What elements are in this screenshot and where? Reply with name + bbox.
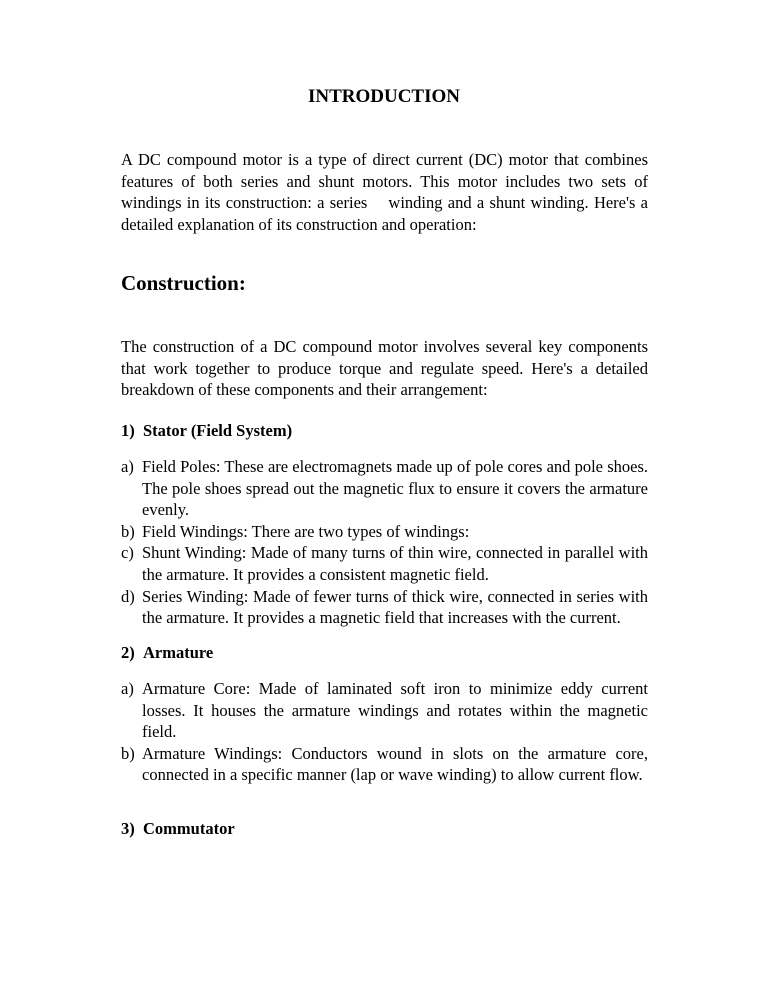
list-marker: a)	[121, 679, 134, 698]
list-marker: c)	[121, 543, 134, 563]
intro-text: A DC compound motor is a type of direct current (DC) motor that combines features of both series and shunt motors. This motor includes two sets of windings in its construction: a series winding and a shunt winding. Here's a detailed explanation of its construction and operation:	[121, 150, 648, 234]
page-title: INTRODUCTION	[307, 86, 461, 107]
intro-paragraph	[121, 149, 648, 235]
construction-heading: Construction:	[121, 271, 246, 295]
section-heading-commutator	[121, 819, 235, 839]
section-number: 1)	[121, 421, 135, 440]
list-text: Field Poles: These are electromagnets made up of pole cores and pole shoes. The pole shoes spread out the magnetic flux to ensure it covers the armature evenly.	[142, 457, 648, 520]
section-number: 2)	[121, 643, 135, 662]
section-heading-armature	[121, 643, 213, 663]
list-marker: b)	[121, 521, 135, 541]
list-text: Shunt Winding: Made of many turns of thin wire, connected in parallel with the armature. It provides a consistent magnetic field.	[142, 543, 648, 584]
list-item	[121, 743, 648, 786]
section-title: Armature	[143, 643, 214, 662]
list-marker: d)	[121, 586, 135, 606]
list-item	[121, 678, 648, 743]
construction-paragraph	[121, 336, 648, 401]
construction-text: The construction of a DC compound motor involves several key components that work together to produce torque and regulate speed. Here's a detailed breakdown of these components and their arrangement:	[121, 337, 648, 400]
list-item	[121, 456, 648, 521]
list-item	[121, 521, 648, 543]
list-text: Field Windings: There are two types of windings:	[142, 521, 470, 541]
section-title: Stator (Field System)	[143, 421, 293, 440]
list-text: Series Winding: Made of fewer turns of thick wire, connected in series with the armature. It provides a magnetic field that increases with the current.	[142, 586, 648, 628]
section-title: Commutator	[143, 819, 235, 838]
list-marker: b)	[121, 743, 135, 763]
list-item	[121, 542, 648, 585]
armature-list	[121, 678, 648, 786]
list-marker: a)	[121, 457, 134, 476]
list-text: Armature Core: Made of laminated soft iron to minimize eddy current losses. It houses the armature windings and rotates within the magnetic field.	[142, 679, 648, 742]
list-item	[121, 586, 648, 629]
stator-list	[121, 456, 648, 629]
section-heading-stator	[121, 421, 292, 441]
list-text: Armature Windings: Conductors wound in slots on the armature core, connected in a specific manner (lap or wave winding) to allow current flow.	[142, 743, 648, 785]
section-number: 3)	[121, 819, 135, 838]
